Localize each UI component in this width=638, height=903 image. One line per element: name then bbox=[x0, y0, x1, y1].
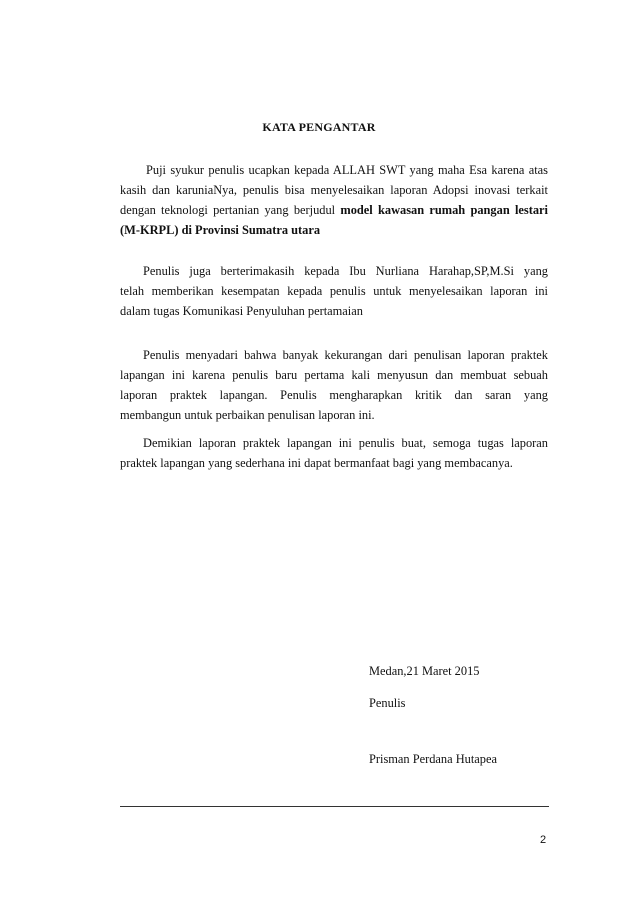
paragraph-line: kasih dan karuniaNya, penulis bisa menyelesaikan laporan Adopsi inovasi terkait bbox=[120, 183, 548, 197]
paragraph-text: dengan teknologi pertanian yang berjudul bbox=[120, 203, 341, 217]
report-title-bold: (M-KRPL) di Provinsi Sumatra utara bbox=[120, 223, 321, 237]
paragraph-line: Penulis menyadari bahwa banyak kekurangan dari penulisan laporan praktek bbox=[143, 348, 548, 362]
report-title-bold: model kawasan rumah pangan lestari bbox=[340, 203, 548, 217]
paragraph-line: Penulis juga berterimakasih kepada Ibu Nurliana Harahap,SP,M.Si yang bbox=[143, 264, 548, 278]
page-number: 2 bbox=[540, 834, 547, 846]
signature-role: Penulis bbox=[369, 696, 406, 710]
paragraph-shortcomings bbox=[120, 345, 548, 425]
paragraph-line: praktek lapangan yang sederhana ini dapat bermanfaat bagi yang membacanya. bbox=[120, 456, 513, 470]
paragraph-line bbox=[120, 200, 548, 220]
footer-divider bbox=[120, 806, 549, 807]
paragraph-closing bbox=[120, 433, 548, 473]
signature-name: Prisman Perdana Hutapea bbox=[369, 752, 497, 766]
paragraph-line: lapangan ini karena penulis baru pertama kali menyusun dan membuat sebuah bbox=[120, 368, 548, 382]
paragraph-line: Puji syukur penulis ucapkan kepada ALLAH SWT yang maha Esa karena atas bbox=[146, 163, 548, 177]
page-title: KATA PENGANTAR bbox=[262, 120, 376, 134]
paragraph-line: telah memberikan kesempatan kepada penulis untuk menyelesaikan laporan ini bbox=[120, 284, 548, 298]
signature-place-date: Medan,21 Maret 2015 bbox=[369, 664, 480, 678]
paragraph-line bbox=[120, 220, 548, 240]
paragraph-line: Demikian laporan praktek lapangan ini penulis buat, semoga tugas laporan bbox=[143, 436, 548, 450]
paragraph-line: membangun untuk perbaikan penulisan laporan ini. bbox=[120, 408, 375, 422]
paragraph-thanks bbox=[120, 261, 548, 321]
paragraph-line: dalam tugas Komunikasi Penyuluhan pertamaian bbox=[120, 304, 363, 318]
paragraph-line: laporan praktek lapangan. Penulis mengharapkan kritik dan saran yang bbox=[120, 388, 548, 402]
paragraph-opening bbox=[120, 160, 548, 240]
